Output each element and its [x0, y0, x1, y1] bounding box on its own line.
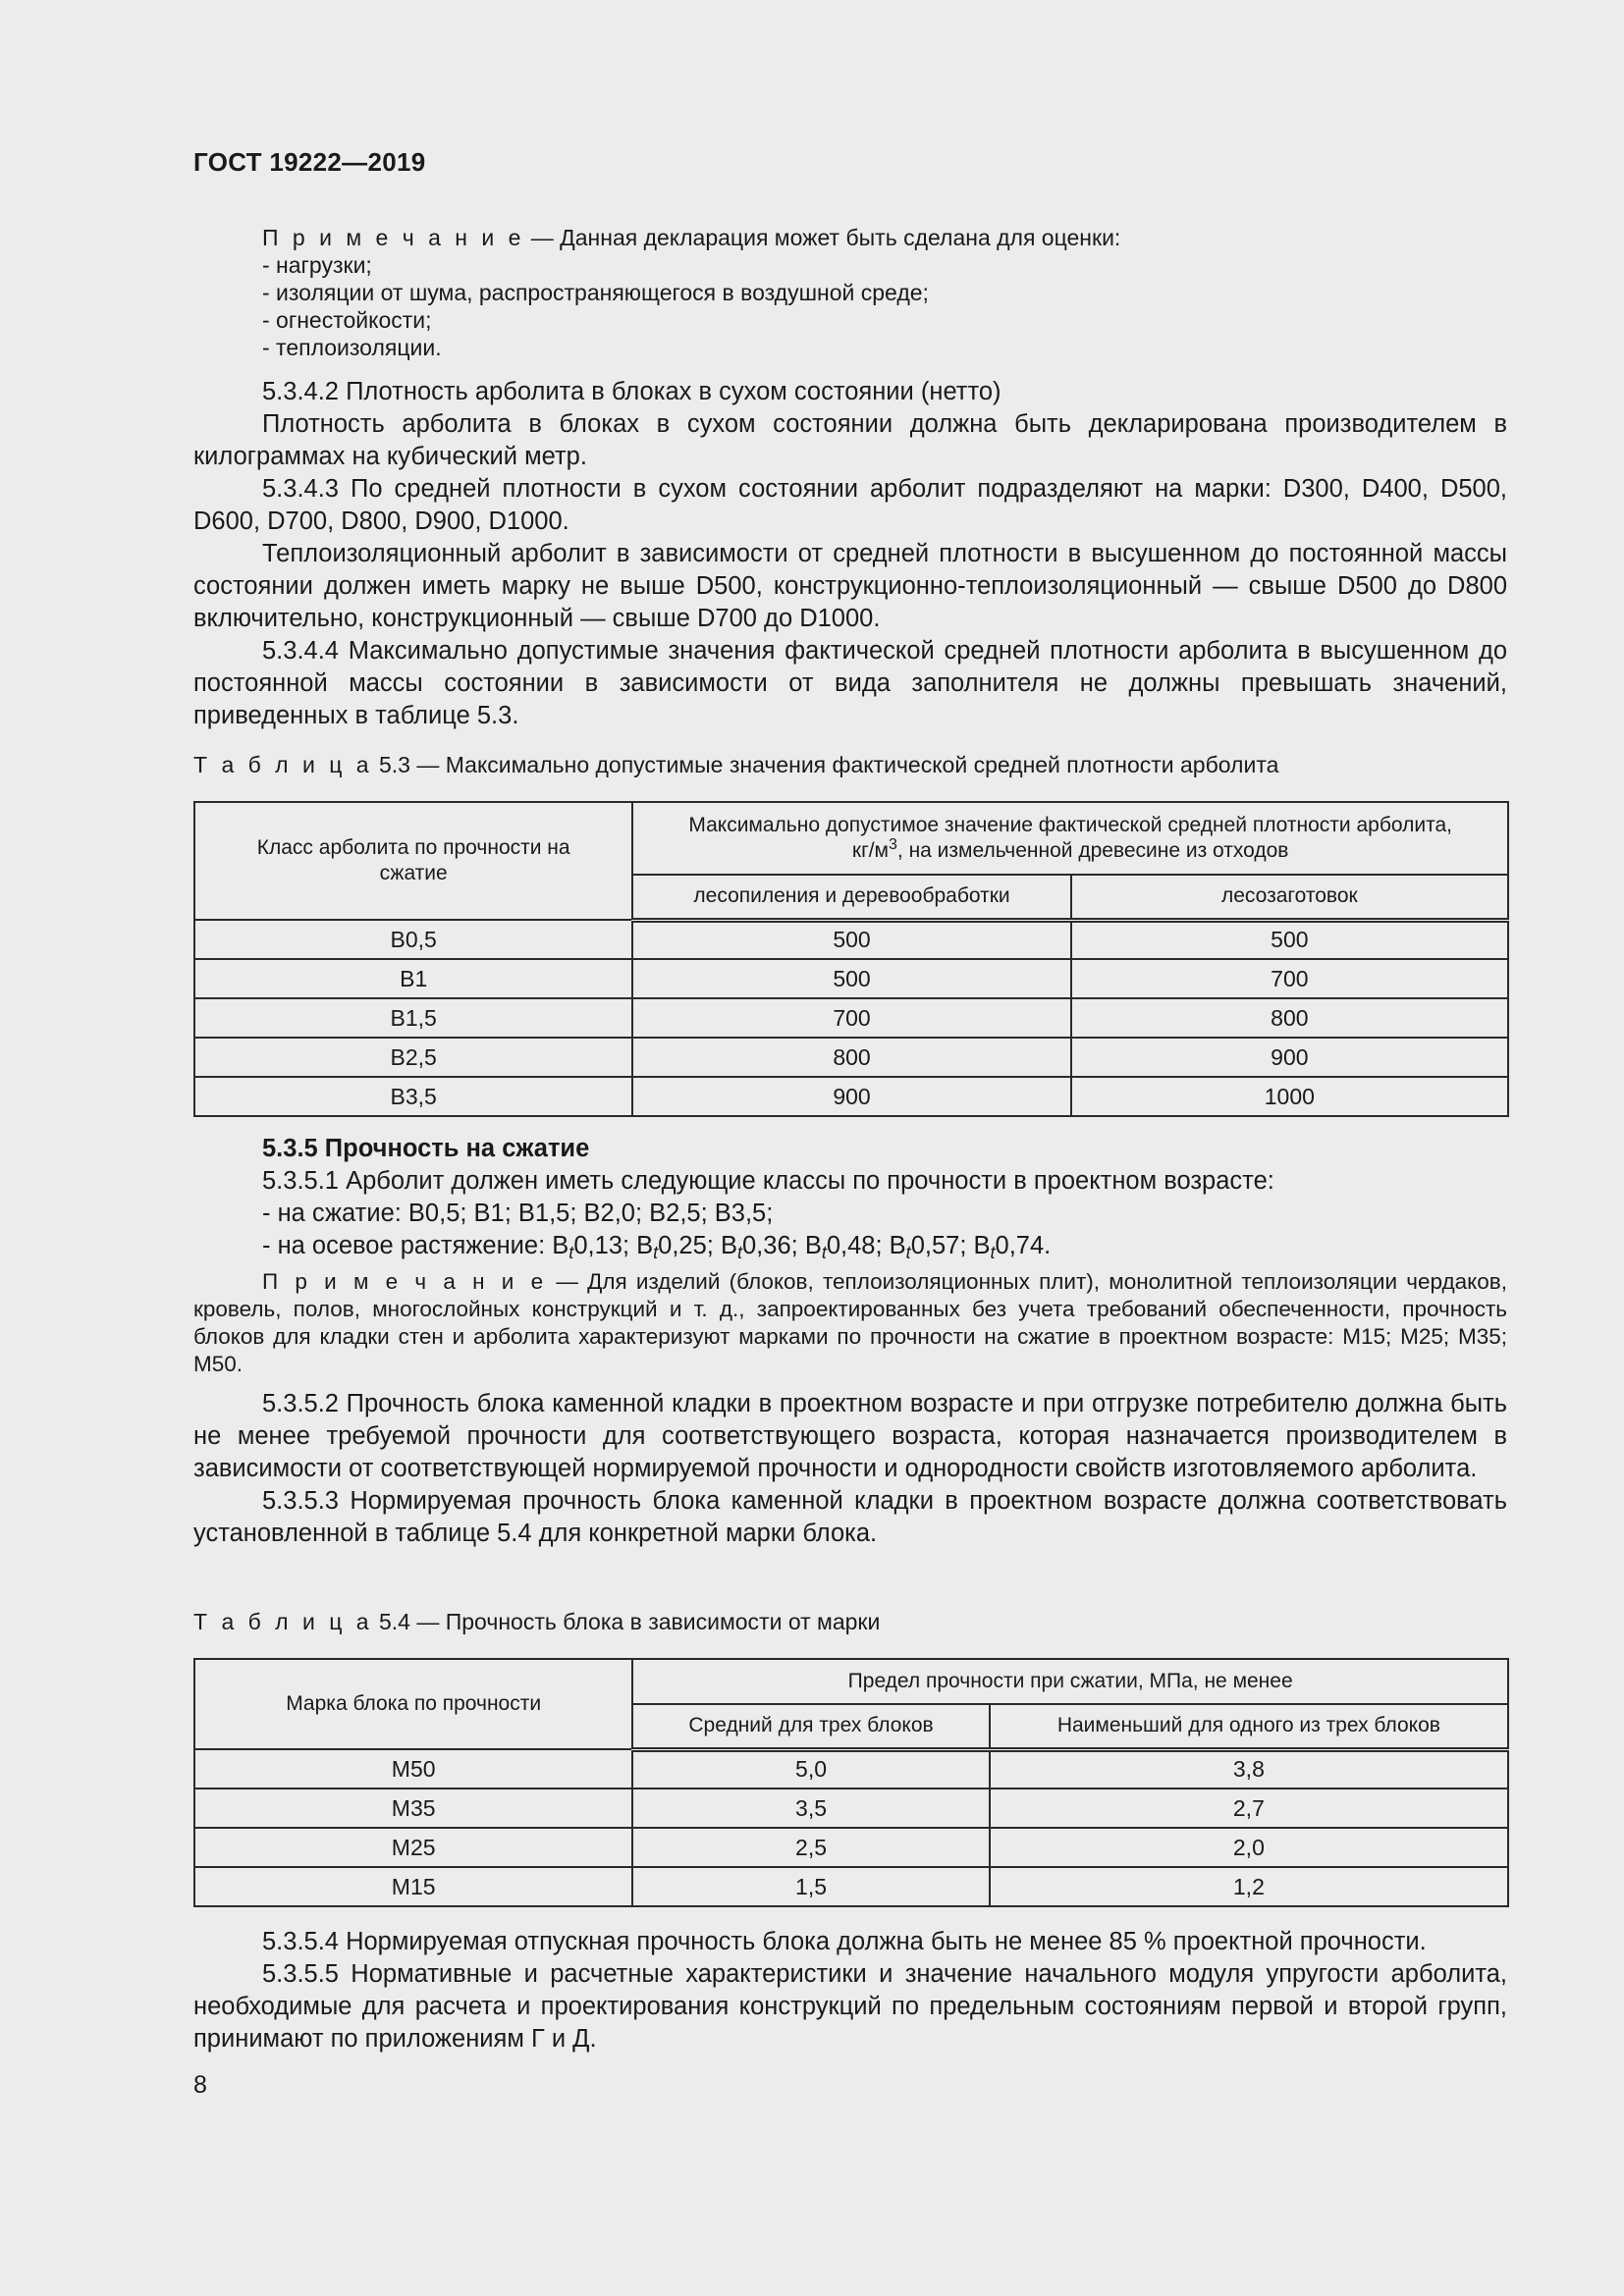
table-5-4: [193, 1658, 1509, 1907]
tensile-class: $B_t0,48$;: [804, 1232, 883, 1262]
section-5343-text: 5.3.4.3 По средней плотности в сухом состоянии арболит подразделяют на марки: D300, D400, D500, D600, D700, D800, D900, D1000.: [193, 475, 1507, 535]
note-label: П р и м е ч а н и е: [262, 225, 525, 250]
note-declaration: [262, 224, 1507, 361]
section-5342-text: Плотность арболита в блоках в сухом состоянии должна быть декларирована производителем в килограммах на кубический метр.: [193, 410, 1507, 470]
section-5351-item2: - на осевое растяжение: $B_t0,13$; $B_t0,25$; $B_t0,36$; $B_t0,48$; $B_t0,57$; $B_t0,74$.: [262, 1232, 1052, 1262]
section-5-3-5: [193, 1133, 1507, 1550]
note-item: - нагрузки;: [262, 252, 372, 278]
tensile-class: $B_t0,25$;: [636, 1232, 714, 1262]
col-header-mark: Марка блока по прочности: [194, 1659, 632, 1749]
table-row: M15 1,5 1,2: [194, 1867, 1508, 1906]
section-5355-text: 5.3.5.5 Нормативные и расчетные характеристики и значение начального модуля упругости арболита, необходимые для расчета и проектирования конструкций по предельным состояниям первой и второй групп, принимают по приложениям Г и Д.: [193, 1960, 1507, 2053]
sub-header-logging: лесозаготовок: [1071, 875, 1508, 920]
table-row: M50 5,0 3,8: [194, 1749, 1508, 1789]
section-5353-text: 5.3.5.3 Нормируемая прочность блока каменной кладки в проектном возрасте должна соответствовать установленной в таблице 5.4 для конкретной марки блока.: [193, 1487, 1507, 1547]
tensile-class: $B_t0,36$;: [720, 1232, 798, 1262]
page-number: 8: [193, 2071, 207, 2099]
table-row: M25 2,5 2,0: [194, 1828, 1508, 1867]
tensile-class: $B_t0,57$;: [889, 1232, 967, 1262]
section-5352-text: 5.3.5.2 Прочность блока каменной кладки в проектном возрасте и при отгрузке потребителю должна быть не менее требуемой прочности для соответствующего возраста, которая назначается производителем в зависимости от соответствующей нормируемой прочности и однородности свойств изготовляемого арболита.: [193, 1390, 1507, 1482]
sections-5-3-4: [193, 376, 1507, 732]
col-header-class: Класс арболита по прочности на сжатие: [194, 802, 632, 920]
table-row: B2,5 800 900: [194, 1038, 1508, 1077]
section-5351-item1: - на сжатие: B0,5; B1; B1,5; B2,0; B2,5; B3,5;: [262, 1200, 774, 1227]
section-535-title: 5.3.5 Прочность на сжатие: [262, 1135, 590, 1162]
section-5354-text: 5.3.5.4 Нормируемая отпускная прочность блока должна быть не менее 85 % проектной прочности.: [262, 1928, 1427, 1955]
table-5-3-caption: Т а б л и ц а 5.3 — Максимально допустимые значения фактической средней плотности арболита: [193, 752, 1279, 777]
section-5343-text2: Теплоизоляционный арболит в зависимости от средней плотности в высушенном до постоянной массы состоянии должен иметь марку не выше D500, конструкционно-теплоизоляционный — свыше D500 до D800 включительно, конструкционный — свыше D700 до D1000.: [193, 540, 1507, 632]
table-row: B0,5 500 500: [194, 920, 1508, 959]
document-id: ГОСТ 19222—2019: [193, 147, 426, 177]
note-item: - огнестойкости;: [262, 307, 432, 333]
table-5-3: [193, 801, 1509, 1117]
note-text: — Данная декларация может быть сделана для оценки:: [524, 225, 1121, 250]
group-header-density: Максимально допустимое значение фактической средней плотности арболита, $кг/м^3$, на измельченной древесине из отходов: [632, 802, 1508, 875]
section-5351-text: 5.3.5.1 Арболит должен иметь следующие классы по прочности в проектном возрасте:: [262, 1167, 1274, 1195]
table-row: B3,5 900 1000: [194, 1077, 1508, 1116]
group-header-strength: Предел прочности при сжатии, МПа, не менее: [632, 1659, 1508, 1704]
table-row: B1 500 700: [194, 959, 1508, 998]
table-row: M35 3,5 2,7: [194, 1789, 1508, 1828]
sub-header-average: Средний для трех блоков: [632, 1704, 989, 1749]
section-5342-title: 5.3.4.2 Плотность арболита в блоках в сухом состоянии (нетто): [262, 378, 1001, 405]
sections-end: [193, 1926, 1507, 2056]
note-item: - изоляции от шума, распространяющегося в воздушной среде;: [262, 280, 929, 305]
tensile-class: $B_t0,13$;: [552, 1232, 630, 1262]
table-row: B1,5 700 800: [194, 998, 1508, 1038]
note-strength-marks: П р и м е ч а н и е — Для изделий (блоков, теплоизоляционных плит), монолитной теплоизоляции чердаков, кровель, полов, многослойных конструкций и т. д., запроектированных без учета требований обеспеченности, прочность блоков для кладки стен и арболита характеризуют марками по прочности на сжатие в проектном возрасте: M15; M25; M35; M50.: [193, 1269, 1507, 1376]
section-5344-text: 5.3.4.4 Максимально допустимые значения фактической средней плотности арболита в высушенном до постоянной массы состоянии в зависимости от вида заполнителя не должны превышать значений, приведенных в таблице 5.3.: [193, 637, 1507, 729]
sub-header-sawmill: лесопиления и деревообработки: [632, 875, 1070, 920]
sub-header-minimum: Наименьший для одного из трех блоков: [990, 1704, 1508, 1749]
table-5-4-caption: Т а б л и ц а 5.4 — Прочность блока в зависимости от марки: [193, 1609, 881, 1634]
note-item: - теплоизоляции.: [262, 335, 442, 360]
tensile-class: $B_t0,74$.: [973, 1232, 1052, 1262]
